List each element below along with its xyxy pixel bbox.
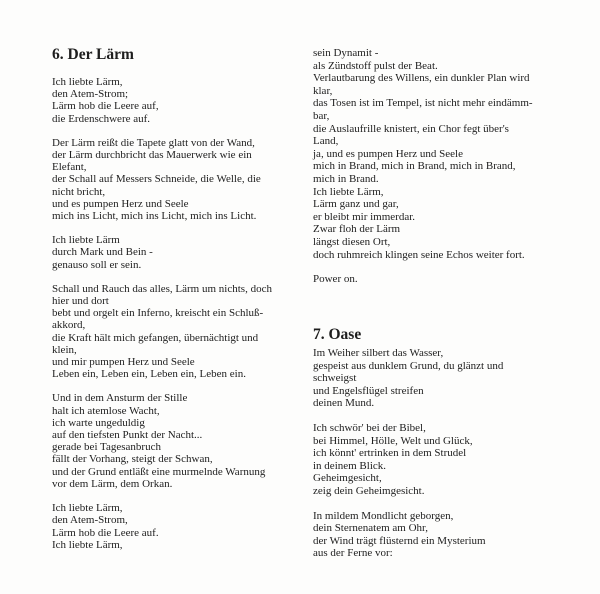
- song-title-oase: 7. Oase: [313, 326, 362, 343]
- lyric-line: Lärm hob die Leere auf,: [52, 100, 159, 113]
- lyric-line: das Tosen ist im Tempel, ist nicht mehr eindämm-: [313, 97, 533, 110]
- lyric-line: Elefant,: [52, 161, 87, 174]
- lyric-line: Schall und Rauch das alles, Lärm um nichts, doch: [52, 282, 272, 295]
- lyric-line: Der Lärm reißt die Tapete glatt von der Wand,: [52, 136, 255, 149]
- lyric-line: mich ins Licht, mich ins Licht, mich ins Licht.: [52, 210, 257, 223]
- lyric-line: Ich liebte Lärm: [52, 234, 120, 247]
- lyric-line: zeig dein Geheimgesicht.: [313, 484, 425, 497]
- lyric-line: deinen Mund.: [313, 397, 375, 410]
- lyric-line: bei Himmel, Hölle, Welt und Glück,: [313, 434, 473, 447]
- lyric-line: den Atem-Strom,: [52, 514, 128, 527]
- lyric-line: Im Weiher silbert das Wasser,: [313, 347, 444, 359]
- lyric-line: mich in Brand.: [313, 172, 379, 185]
- lyric-line: klar,: [313, 84, 333, 97]
- lyric-line: Geheimgesicht,: [313, 472, 382, 485]
- lyric-line: auf den tiefsten Punkt der Nacht...: [52, 429, 203, 442]
- lyric-line: bar,: [313, 109, 330, 122]
- lyric-line: nicht bricht,: [52, 185, 106, 198]
- stanza: [313, 422, 583, 498]
- stanza: [52, 234, 302, 271]
- lyric-line: Land,: [313, 135, 339, 148]
- lyric-line: die Erdenschwere auf.: [52, 112, 151, 125]
- lyric-line: und es pumpen Herz und Seele: [52, 197, 189, 210]
- lyric-line: mich in Brand, mich in Brand, mich in Brand,: [313, 160, 516, 173]
- lyrics-der-laerm-continued: [313, 47, 583, 298]
- lyric-line: gespeist aus dunklem Grund, du glänzt und: [313, 359, 504, 372]
- lyric-line: der Wind trägt flüsternd ein Mysterium: [313, 534, 486, 547]
- lyric-line: Ich schwör' bei der Bibel,: [313, 421, 426, 434]
- lyric-line: ich warte ungeduldig: [52, 416, 145, 429]
- lyric-line: die Auslaufrille knistert, ein Chor fegt über's: [313, 122, 509, 135]
- lyric-line: vor dem Lärm, dem Orkan.: [52, 477, 173, 490]
- lyric-line: genauso soll er sein.: [52, 258, 142, 271]
- lyric-line: Ich liebte Lärm,: [313, 185, 384, 198]
- lyric-line: dein Sternenatem am Ohr,: [313, 522, 429, 535]
- stanza: [52, 76, 302, 125]
- lyric-line: sein Dynamit -: [313, 47, 379, 59]
- lyric-line: aus der Ferne vor:: [313, 547, 393, 560]
- stanza: [313, 347, 583, 410]
- lyric-line: bebt und orgelt ein Inferno, kreischt ein Schluß-: [52, 307, 264, 320]
- lyric-line: schweigst: [313, 372, 357, 385]
- lyric-line: und mir pumpen Herz und Seele: [52, 356, 195, 369]
- lyrics-der-laerm: [52, 76, 302, 563]
- lyric-line: den Atem-Strom;: [52, 88, 129, 101]
- lyric-line: akkord,: [52, 319, 86, 332]
- lyric-line: halt ich atemlose Wacht,: [52, 404, 160, 417]
- lyric-line: und der Grund entläßt eine murmelnde Warnung: [52, 465, 266, 478]
- lyric-line: Und in dem Ansturm der Stille: [52, 392, 188, 405]
- lyric-line: ja, und es pumpen Herz und Seele: [313, 147, 463, 160]
- lyric-line: Ich liebte Lärm,: [52, 502, 123, 515]
- lyric-line: er bleibt mir immerdar.: [313, 210, 416, 223]
- lyric-line: fällt der Vorhang, steigt der Schwan,: [52, 453, 213, 466]
- lyric-line: ich könnt' ertrinken in dem Strudel: [313, 447, 467, 460]
- lyric-line: in deinem Blick.: [313, 459, 387, 472]
- stanza: [52, 283, 302, 381]
- lyric-line: Ich liebte Lärm,: [52, 538, 123, 551]
- song-title-der-laerm: 6. Der Lärm: [52, 46, 134, 63]
- lyric-line: hier und dort: [52, 295, 109, 308]
- stanza: [313, 510, 583, 560]
- lyric-line: Leben ein, Leben ein, Leben ein, Leben ein.: [52, 368, 246, 381]
- lyric-line: längst diesen Ort,: [313, 235, 391, 248]
- lyric-line: In mildem Mondlicht geborgen,: [313, 509, 454, 522]
- lyric-line: Zwar floh der Lärm: [313, 223, 401, 236]
- lyric-line: Ich liebte Lärm,: [52, 76, 123, 88]
- lyric-line: die Kraft hält mich gefangen, übernächtigt und: [52, 331, 259, 344]
- lyric-line: Lärm hob die Leere auf.: [52, 526, 159, 539]
- stanza: [52, 392, 302, 490]
- stanza: [52, 137, 302, 222]
- lyric-line: der Schall auf Messers Schneide, die Welle, die: [52, 173, 261, 186]
- lyric-line: gerade bei Tagesanbruch: [52, 441, 161, 454]
- stanza: [313, 47, 583, 261]
- stanza: [313, 273, 583, 286]
- lyric-line: und Engelsflügel streifen: [313, 384, 424, 397]
- lyric-line: klein,: [52, 343, 77, 356]
- lyric-line: Power on.: [313, 273, 358, 286]
- lyric-line: der Lärm durchbricht das Mauerwerk wie ein: [52, 149, 252, 162]
- lyric-line: Verlautbarung des Willens, ein dunkler Plan wird: [313, 72, 530, 85]
- lyrics-oase: [313, 347, 583, 572]
- lyric-line: als Zündstoff pulst der Beat.: [313, 59, 438, 72]
- lyric-line: durch Mark und Bein -: [52, 246, 153, 259]
- lyric-line: doch ruhmreich klingen seine Echos weiter fort.: [313, 248, 525, 261]
- lyric-line: Lärm ganz und gar,: [313, 198, 399, 211]
- stanza: [52, 502, 302, 551]
